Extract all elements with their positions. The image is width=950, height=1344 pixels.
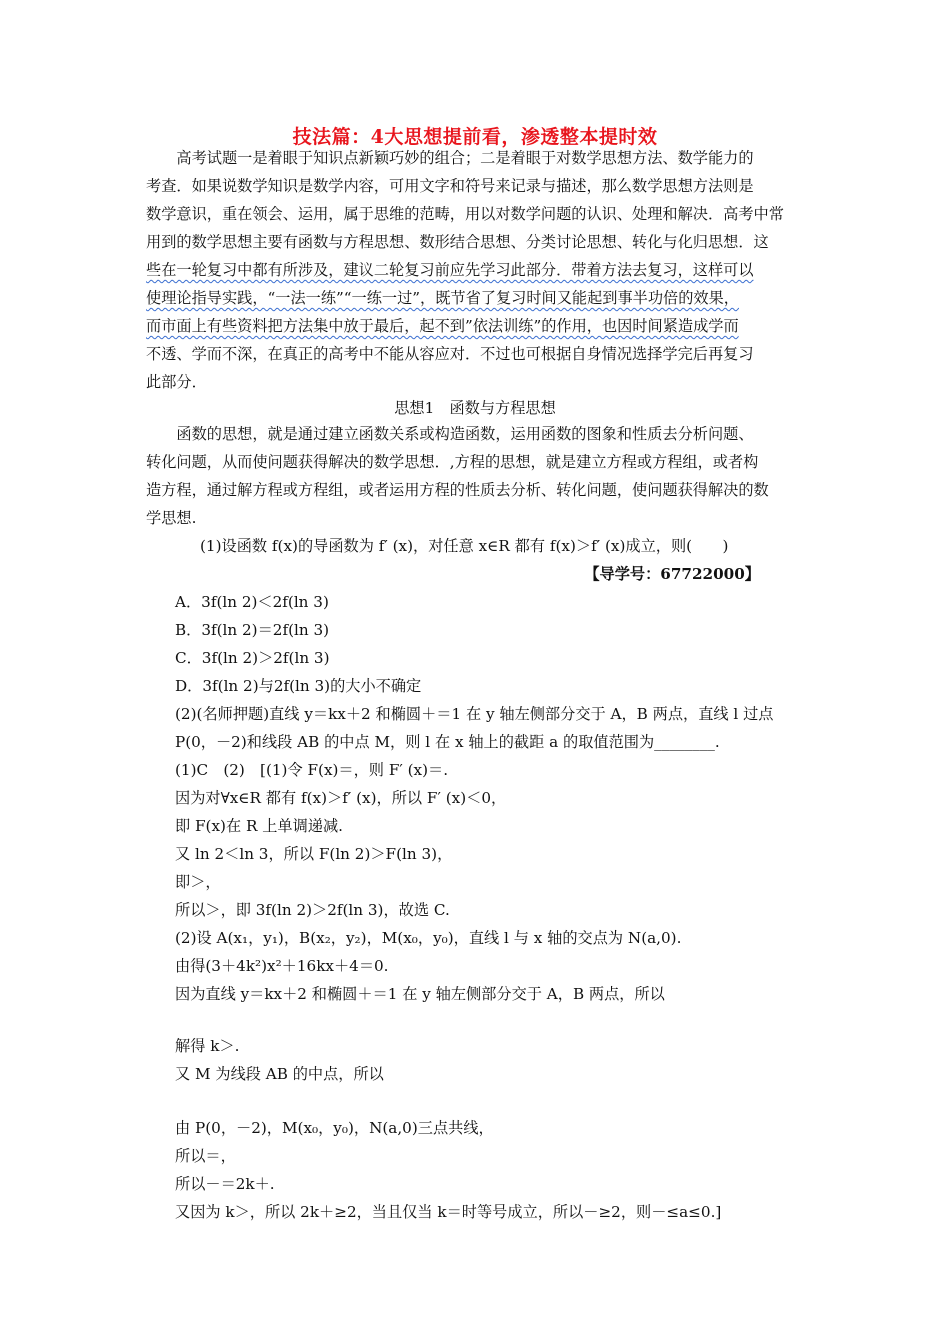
intro-line: 而市面上有些资料把方法集中放于最后，起不到”依法训练”的作用，也因时间紧造成学而: [146, 317, 739, 335]
option-c: C．3f(ln 2)＞2f(ln 3): [175, 649, 330, 667]
intro-line: 此部分．: [146, 373, 207, 391]
solution-line: 因为对∀x∈R 都有 f(x)＞f′ (x)，所以 F′ (x)＜0，: [175, 789, 507, 807]
solution-line: 由得(3＋4k²)x²＋16kx＋4＝0.: [175, 957, 389, 975]
section-line: 转化问题，从而使问题获得解决的数学思想．,方程的思想，就是建立方程或方程组，或者构: [146, 453, 759, 471]
question-2-line: P(0，－2)和线段 AB 的中点 M，则 l 在 x 轴上的截距 a 的取值范围为________.: [175, 733, 720, 751]
section-heading: 思想1 函数与方程思想: [394, 399, 556, 417]
option-d: D．3f(ln 2)与2f(ln 3)的大小不确定: [175, 677, 422, 695]
section-line: 造方程，通过解方程或方程组，或者运用方程的性质去分析、转化问题，使问题获得解决的数: [146, 481, 769, 499]
solution-line: 即 F(x)在 R 上单调递减.: [175, 817, 344, 835]
question-1-stem: (1)设函数 f(x)的导函数为 f′ (x)，对任意 x∈R 都有 f(x)＞f′ (x)成立，则( ): [200, 537, 729, 555]
solution-line: 解得 k＞.: [175, 1037, 240, 1055]
option-b: B．3f(ln 2)＝2f(ln 3): [175, 621, 330, 639]
section-line: 学思想.: [146, 509, 197, 527]
question-2-line: (2)(名师押题)直线 y＝kx＋2 和椭圆＋＝1 在 y 轴左侧部分交于 A，B 两点，直线 l 过点: [175, 705, 774, 723]
solution-line: 又因为 k＞，所以 2k＋≥2，当且仅当 k＝时等号成立，所以－≥2，则－≤a≤0.]: [175, 1203, 722, 1221]
option-a: A．3f(ln 2)＜2f(ln 3): [175, 593, 329, 611]
guide-reference: 【导学号：67722000】: [584, 565, 760, 583]
solution-line: 又 ln 2＜ln 3，所以 F(ln 2)＞F(ln 3)，: [175, 845, 453, 863]
intro-line: 数学意识，重在领会、运用，属于思维的范畴，用以对数学问题的认识、处理和解决．高考中常: [146, 205, 784, 223]
page-title: 技法篇：4大思想提前看，渗透整本提时效: [292, 126, 658, 148]
solution-line: (2)设 A(x₁，y₁)，B(x₂，y₂)，M(x₀，y₀)，直线 l 与 x 轴的交点为 N(a,0).: [175, 929, 682, 947]
solution-line: 因为直线 y＝kx＋2 和椭圆＋＝1 在 y 轴左侧部分交于 A，B 两点，所以: [175, 985, 665, 1003]
solution-line: (1)C (2) [(1)令 F(x)＝，则 F′ (x)＝.: [175, 761, 449, 779]
solution-line: 所以＝，: [175, 1147, 236, 1165]
intro-line: 不透、学而不深，在真正的高考中不能从容应对．不过也可根据自身情况选择学完后再复习: [146, 345, 754, 363]
intro-line: 使理论指导实践，“一法一练”“一练一过”，既节省了复习时间又能起到事半功倍的效果，: [146, 289, 739, 307]
intro-line: 用到的数学思想主要有函数与方程思想、数形结合思想、分类讨论思想、转化与化归思想．这: [146, 233, 769, 251]
solution-line: 所以＞，即 3f(ln 2)＞2f(ln 3)，故选 C.: [175, 901, 450, 919]
intro-line: 些在一轮复习中都有所涉及，建议二轮复习前应先学习此部分．带着方法去复习，这样可以: [146, 261, 754, 279]
intro-line: 高考试题一是着眼于知识点新颖巧妙的组合；二是着眼于对数学思想方法、数学能力的: [146, 149, 754, 167]
solution-line: 所以－＝2k＋.: [175, 1175, 275, 1193]
intro-line: 考查．如果说数学知识是数学内容，可用文字和符号来记录与描述，那么数学思想方法则是: [146, 177, 754, 195]
section-line: 函数的思想，就是通过建立函数关系或构造函数，运用函数的图象和性质去分析问题、: [146, 425, 754, 443]
solution-line: 即＞，: [175, 873, 221, 891]
solution-line: 又 M 为线段 AB 的中点，所以: [175, 1065, 384, 1083]
solution-line: 由 P(0，－2)，M(x₀，y₀)，N(a,0)三点共线，: [175, 1119, 494, 1137]
